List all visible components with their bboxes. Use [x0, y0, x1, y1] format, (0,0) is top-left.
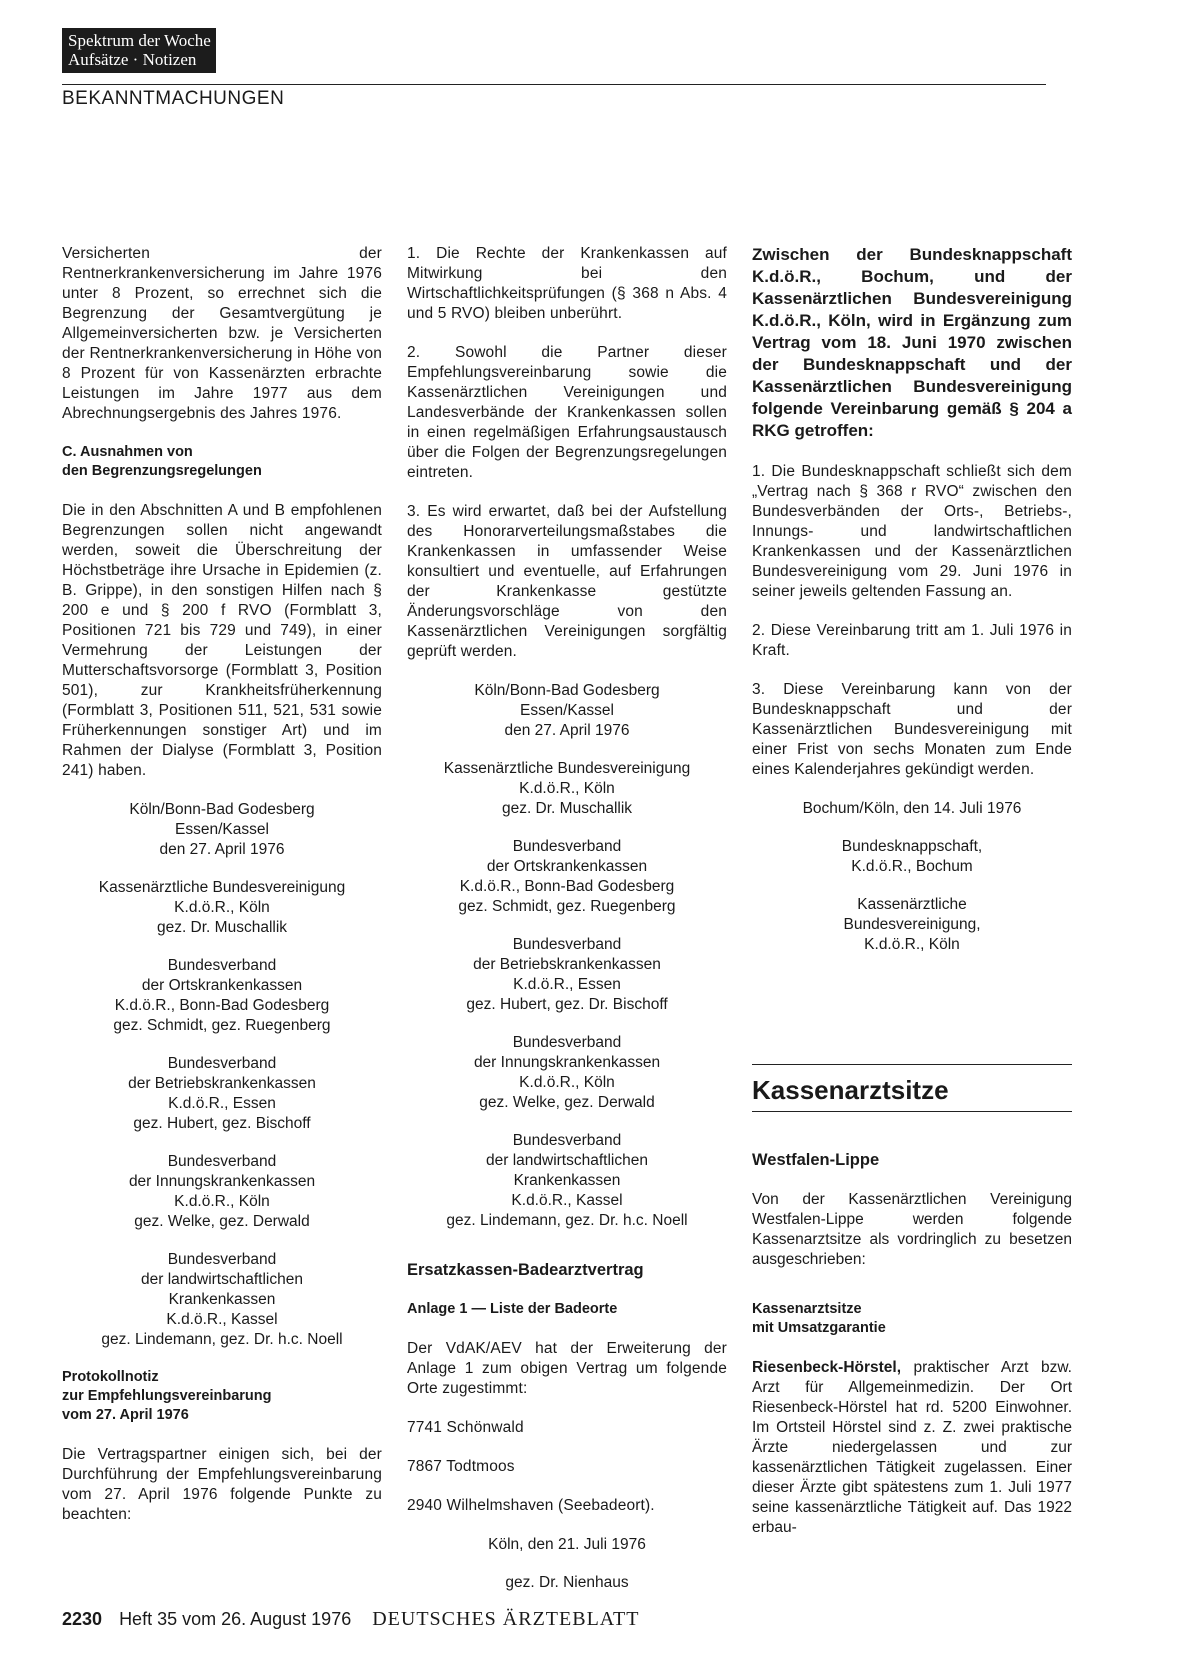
sig-line: Bundesverband: [512, 1132, 622, 1149]
col2-sig-lkk: [407, 1131, 727, 1231]
col1-heading-protokoll-line-1: Protokollnotiz: [62, 1369, 159, 1385]
col1-paragraph-3: Die Vertragspartner einigen sich, bei der Durchführung der Empfehlungsvereinbarung vom 27. April 1976 folgende Punkte zu beachten:: [62, 1446, 382, 1523]
col2-heading-anlage: Anlage 1 — Liste der Badeorte: [407, 1301, 618, 1317]
col2-sig-aok: [407, 837, 727, 917]
header-divider: [62, 84, 1046, 85]
sig-line: gez. Hubert, gez. Dr. Bischoff: [466, 996, 668, 1013]
sig-line: K.d.ö.R., Essen: [513, 976, 621, 993]
section-tag: [62, 28, 216, 73]
sig-line: der Innungskrankenkassen: [128, 1173, 316, 1190]
col1-paragraph-2: Die in den Abschnitten A und B empfohlenen Begrenzungen sollen nicht angewandt werden, soweit die Überschreitung der Höchstbeträge ihre Ursache in Epidemien (z. B. Grippe), in den sonstigen Hilfen nach § 200 e und § 200 f RVO (Formblatt 3, Positionen 721 bis 729 und 749), in einer Vermehrung der Leistungen der Mutterschaftsvorsorge (Formblatt 3, Position 501), zur Krankheitsfrüherkennung (Formblatt 3, Positionen 511, 521, 531 sowie Früherkennungen sonstiger Art) und im Rahmen der Dialyse (Formblatt 3, Position 241) haben.: [62, 502, 382, 779]
sig-line: K.d.ö.R., Bochum: [851, 858, 973, 875]
sig-line: der Betriebskrankenkassen: [128, 1075, 316, 1092]
sig-line: den 27. April 1976: [504, 722, 630, 739]
col2-sig-bkk: [407, 935, 727, 1015]
sig-line: K.d.ö.R., Bonn-Bad Godesberg: [114, 997, 330, 1014]
col1-sig-place: [62, 800, 382, 860]
col3-paragraph-5: [752, 1358, 1072, 1538]
sig-line: gez. Dr. Muschallik: [501, 800, 633, 817]
col1-heading-c: [62, 443, 382, 481]
sig-line: K.d.ö.R., Köln: [864, 936, 960, 953]
sig-line: den 27. April 1976: [159, 841, 285, 858]
magazine-name: DEUTSCHES ÄRZTEBLATT: [372, 1608, 640, 1630]
sig-line: Bundesverband: [512, 1034, 622, 1051]
kassenarztsitze-title: Kassenarztsitze: [752, 1075, 949, 1105]
sig-line: der landwirtschaftlichen: [486, 1152, 648, 1169]
sig-line: gez. Dr. Muschallik: [156, 919, 288, 936]
page-number: 2230: [62, 1609, 103, 1629]
col3-paragraph-3: 3. Diese Vereinbarung kann von der Bundesknappschaft und der Kassenärztlichen Bundesvereinigung mit einer Frist von sechs Monaten zum Ende eines Kalenderjahres gekündigt werden.: [752, 681, 1072, 778]
sig-line: Kassenärztliche: [857, 896, 967, 913]
col3-paragraph-4: Von der Kassenärztlichen Vereinigung Westfalen-Lippe werden folgende Kassenarztsitze als vordringlich zu besetzen ausgeschrieben:: [752, 1191, 1072, 1268]
kassenarztsitze-section: [752, 1064, 1072, 1557]
col3-paragraph-5-rest: praktischer Arzt bzw. Arzt für Allgemeinmedizin. Der Ort Riesenbeck-Hörstel hat rd. 5200 Einwohner. Im Ortsteil Hörstel sind z. Z. zwei praktische Ärzte niedergelassen und zur kassenärztlichen Tätigkeit zugelassen. Einer dieser Ärzte gibt spätestens zum 1. Juli 1977 seine kassenärztliche Tätigkeit auf. Das 1922 erbau-: [752, 1359, 1072, 1536]
col2-place-3: 2940 Wilhelmshaven (Seebadeort).: [407, 1497, 655, 1514]
sig-line: Bundesverband: [167, 1153, 277, 1170]
sig-line: Bundesverband: [167, 1251, 277, 1268]
section-tag-line-2: Aufsätze · Notizen: [68, 50, 197, 69]
section-tag-line-1: Spektrum der Woche: [68, 31, 211, 50]
col1-heading-protokoll: [62, 1368, 382, 1425]
col1-sig-bkk: [62, 1054, 382, 1134]
col2-place-2: 7867 Todtmoos: [407, 1458, 515, 1475]
col1-heading-c-line-1: C. Ausnahmen von: [62, 444, 193, 460]
col1-paragraph-1: Versicherten der Rentnerkrankenversicherung im Jahre 1976 unter 8 Prozent, so errechnet sich die Begrenzung der Gesamtvergütung je Allgemeinversicherten bzw. je Versicherten der Rentnerkrankenversicherung in Höhe von 8 Prozent für von Kassenärzten erbrachte Leistungen im Jahre 1977 aus dem Abrechnungsergebnis des Jahres 1976.: [62, 245, 382, 422]
sig-line: Kassenärztliche Bundesvereinigung: [443, 760, 691, 777]
col2-paragraph-4: Der VdAK/AEV hat der Erweiterung der Anlage 1 zum obigen Vertrag um folgende Orte zugestimmt:: [407, 1340, 727, 1397]
col3-paragraph-5-lead: Riesenbeck-Hörstel,: [752, 1359, 902, 1376]
col2-paragraph-1: 1. Die Rechte der Krankenkassen auf Mitwirkung bei den Wirtschaftlichkeitsprüfungen (§ 368 n Abs. 4 und 5 RVO) bleiben unberührt.: [407, 245, 727, 322]
col1-sig-ikk: [62, 1152, 382, 1232]
col1-sig-aok: [62, 956, 382, 1036]
col2-sig-kbv: [407, 759, 727, 819]
sig-line: der Ortskrankenkassen: [141, 977, 303, 994]
col1-sig-lkk: [62, 1250, 382, 1350]
col2-signed: gez. Dr. Nienhaus: [505, 1574, 629, 1591]
col3-lead: Zwischen der Bundesknappschaft K.d.ö.R., Bochum, und der Kassenärztlichen Bundesvereinigung K.d.ö.R., Köln, wird in Ergänzung zum Vertrag vom 18. Juni 1970 zwischen der Bundesknappschaft und der Kassenärztlichen Bundesvereinigung folgende Vereinbarung gemäß § 204 a RKG getroffen:: [752, 245, 1072, 440]
col1-heading-protokoll-line-2: zur Empfehlungsvereinbarung: [62, 1388, 272, 1404]
sig-line: Bundesverband: [512, 838, 622, 855]
sig-line: Köln/Bonn-Bad Godesberg: [129, 801, 315, 818]
sig-line: Bundesknappschaft,: [841, 838, 983, 855]
sig-line: Köln/Bonn-Bad Godesberg: [474, 682, 660, 699]
sig-line: gez. Welke, gez. Derwald: [479, 1094, 655, 1111]
col3-sig-knappschaft: [752, 837, 1072, 877]
col2-date: Köln, den 21. Juli 1976: [488, 1536, 646, 1553]
sig-line: K.d.ö.R., Kassel: [511, 1192, 623, 1209]
col2-place-1: 7741 Schönwald: [407, 1419, 524, 1436]
kassenarztsitze-bottom-rule: [752, 1111, 1072, 1112]
column-3: [752, 244, 1072, 973]
col3-heading-umsatzgarantie: [752, 1300, 1072, 1338]
sig-line: gez. Lindemann, gez. Dr. h.c. Noell: [101, 1331, 343, 1348]
sig-line: Kassenärztliche Bundesvereinigung: [98, 879, 346, 896]
col3-heading-westfalen: Westfalen-Lippe: [752, 1151, 880, 1169]
col1-heading-c-line-2: den Begrenzungsregelungen: [62, 463, 262, 479]
sig-line: Krankenkassen: [513, 1172, 621, 1189]
col2-sig-place: [407, 681, 727, 741]
sig-line: der landwirtschaftlichen: [141, 1271, 303, 1288]
sig-line: K.d.ö.R., Bonn-Bad Godesberg: [459, 878, 675, 895]
sig-line: Bundesverband: [512, 936, 622, 953]
sig-line: der Betriebskrankenkassen: [473, 956, 661, 973]
sig-line: der Ortskrankenkassen: [486, 858, 648, 875]
sig-line: K.d.ö.R., Köln: [519, 1074, 615, 1091]
col2-paragraph-3: 3. Es wird erwartet, daß bei der Aufstellung des Honorarverteilungsmaßstabes die Krankenkassen in umfassender Weise konsultiert und eventuelle, auf Erfahrungen der Krankenkasse gestützte Änderungsvorschläge von den Kassenärztlichen Vereinigungen sorgfältig geprüft werden.: [407, 503, 727, 660]
col3-date: Bochum/Köln, den 14. Juli 1976: [802, 800, 1022, 817]
col2-paragraph-2: 2. Sowohl die Partner dieser Empfehlungsvereinbarung sowie die Kassenärztlichen Vereinigungen und Landesverbände der Krankenkassen sollen in einen regelmäßigen Erfahrungsaustausch über die Folgen der Begrenzungsregelungen eintreten.: [407, 344, 727, 481]
sig-line: der Innungskrankenkassen: [473, 1054, 661, 1071]
sig-line: Essen/Kassel: [175, 821, 269, 838]
sig-line: Bundesverband: [167, 1055, 277, 1072]
col3-paragraph-1: 1. Die Bundesknappschaft schließt sich dem „Vertrag nach § 368 r RVO“ zwischen den Bundesverbänden der Orts-, Betriebs-, Innungs- und landwirtschaftlichen Krankenkassen und der Kassenärztlichen Bundesvereinigung vom 29. Juni 1976 in seiner jeweils geltenden Fassung an.: [752, 463, 1072, 600]
sig-line: K.d.ö.R., Köln: [174, 1193, 270, 1210]
sig-line: K.d.ö.R., Essen: [168, 1095, 276, 1112]
sig-line: K.d.ö.R., Köln: [174, 899, 270, 916]
sig-line: Essen/Kassel: [520, 702, 614, 719]
col3-heading-umsatzgarantie-line-2: mit Umsatzgarantie: [752, 1320, 886, 1336]
col1-heading-protokoll-line-3: vom 27. April 1976: [62, 1407, 189, 1423]
sig-line: gez. Hubert, gez. Bischoff: [133, 1115, 311, 1132]
col3-heading-umsatzgarantie-line-1: Kassenarztsitze: [752, 1301, 862, 1317]
issue-info: Heft 35 vom 26. August 1976: [119, 1609, 352, 1629]
col3-sig-kbv: [752, 895, 1072, 955]
col1-sig-kbv: [62, 878, 382, 938]
sig-line: gez. Welke, gez. Derwald: [134, 1213, 310, 1230]
sig-line: K.d.ö.R., Kassel: [166, 1311, 278, 1328]
column-1: [62, 244, 382, 1544]
kassenarztsitze-top-rule: [752, 1064, 1072, 1065]
col2-sig-ikk: [407, 1033, 727, 1113]
column-2: [407, 244, 727, 1611]
page-footer: [62, 1608, 639, 1631]
sig-line: Bundesvereinigung,: [843, 916, 981, 933]
section-label: BEKANNTMACHUNGEN: [62, 88, 285, 109]
col3-paragraph-2: 2. Diese Vereinbarung tritt am 1. Juli 1976 in Kraft.: [752, 622, 1072, 659]
sig-line: gez. Schmidt, gez. Ruegenberg: [113, 1017, 331, 1034]
sig-line: Krankenkassen: [168, 1291, 276, 1308]
col2-heading-ersatzkassen: Ersatzkassen-Badearztvertrag: [407, 1261, 644, 1279]
sig-line: gez. Schmidt, gez. Ruegenberg: [458, 898, 676, 915]
sig-line: gez. Lindemann, gez. Dr. h.c. Noell: [446, 1212, 688, 1229]
sig-line: K.d.ö.R., Köln: [519, 780, 615, 797]
sig-line: Bundesverband: [167, 957, 277, 974]
